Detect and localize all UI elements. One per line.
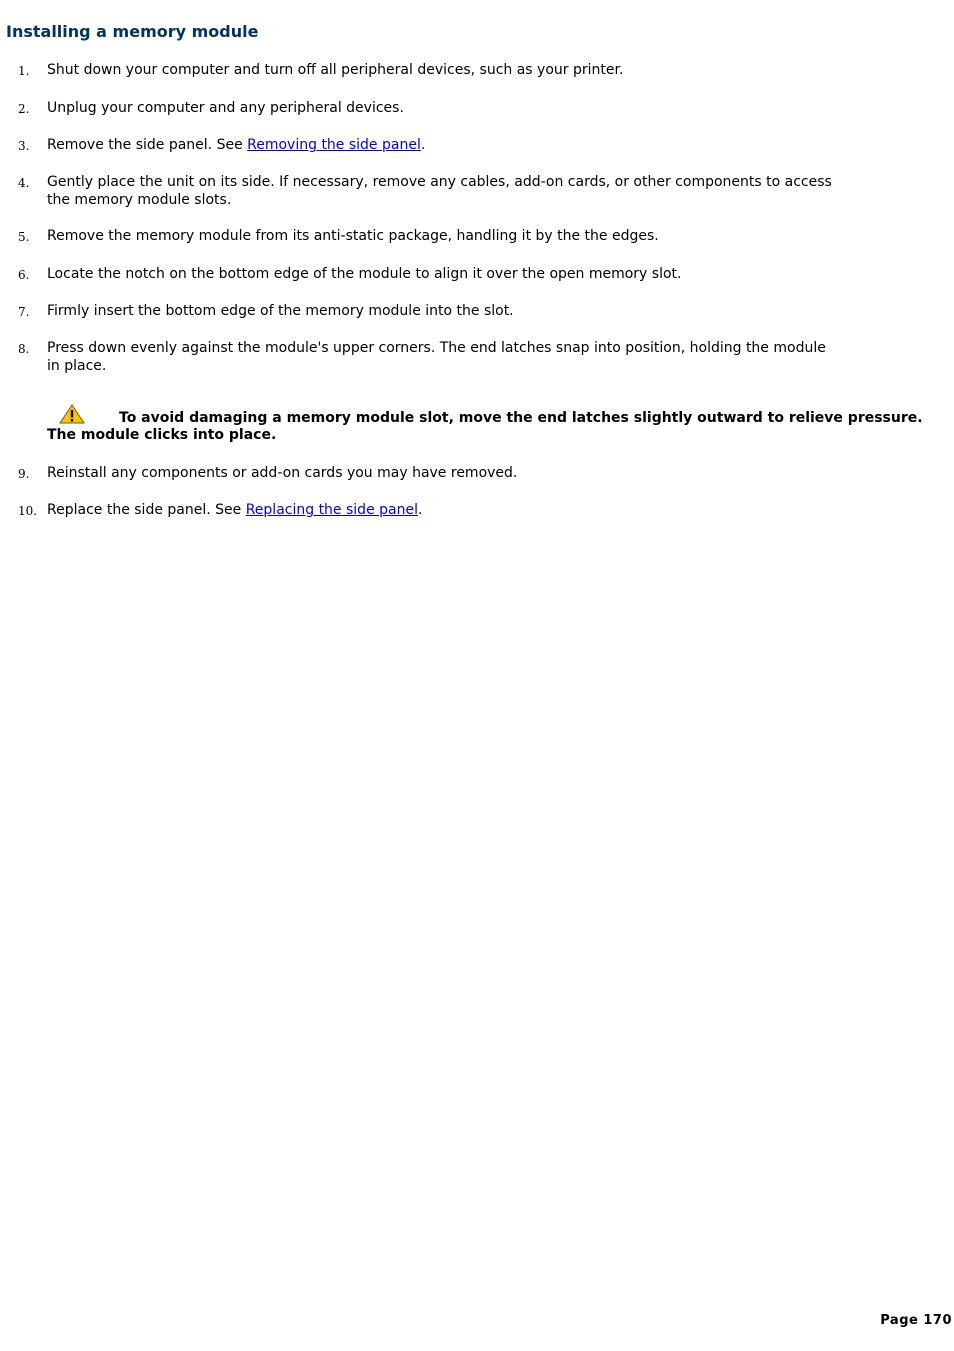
step-text-line-2: in place. xyxy=(47,358,107,374)
step-text: Locate the notch on the bottom edge of the module to align it over the open memory slot. xyxy=(47,266,682,282)
step-text-after-link: . xyxy=(420,137,426,153)
warning-triangle-icon xyxy=(59,404,85,424)
step-text: Shut down your computer and turn off all peripheral devices, such as your printer. xyxy=(47,62,624,78)
step-number: 1. xyxy=(18,64,30,78)
step-text xyxy=(47,501,927,519)
step-text-before-link: Replace the side panel. See xyxy=(47,502,246,518)
caution-text-line-2: The module clicks into place. xyxy=(47,427,277,443)
step-text: Reinstall any components or add-on cards you may have removed. xyxy=(47,465,518,481)
page-number: Page 170 xyxy=(880,1313,952,1328)
step-number: 7. xyxy=(18,305,30,319)
step-number: 4. xyxy=(18,176,30,190)
step-text xyxy=(47,173,927,209)
step-text-before-link: Remove the side panel. See xyxy=(47,137,248,153)
caution-note xyxy=(47,404,937,444)
step-number: 5. xyxy=(18,230,30,244)
page-title: Installing a memory module xyxy=(6,22,259,41)
step-text: Unplug your computer and any peripheral devices. xyxy=(47,100,404,116)
step-number: 2. xyxy=(18,102,30,116)
step-number: 8. xyxy=(18,342,30,356)
step-text-line-2: the memory module slots. xyxy=(47,192,232,208)
removing-side-panel-link[interactable]: Removing the side panel xyxy=(247,137,421,153)
step-number: 9. xyxy=(18,467,30,481)
step-text: Remove the memory module from its anti-static package, handling it by the the edges. xyxy=(47,228,659,244)
step-text xyxy=(47,339,927,375)
step-text: Firmly insert the bottom edge of the memory module into the slot. xyxy=(47,303,514,319)
step-text-line-1: Gently place the unit on its side. If necessary, remove any cables, add-on cards, or other components to access xyxy=(47,174,832,190)
step-number: 10. xyxy=(18,504,38,518)
replacing-side-panel-link[interactable]: Replacing the side panel xyxy=(245,502,418,518)
step-number: 3. xyxy=(18,139,30,153)
caution-text-line-1: To avoid damaging a memory module slot, move the end latches slightly outward to relieve pressure. xyxy=(119,410,923,426)
step-text-line-1: Press down evenly against the module's upper corners. The end latches snap into position, holding the module xyxy=(47,340,826,356)
step-text-after-link: . xyxy=(417,502,423,518)
step-text xyxy=(47,136,927,154)
step-number: 6. xyxy=(18,268,30,282)
